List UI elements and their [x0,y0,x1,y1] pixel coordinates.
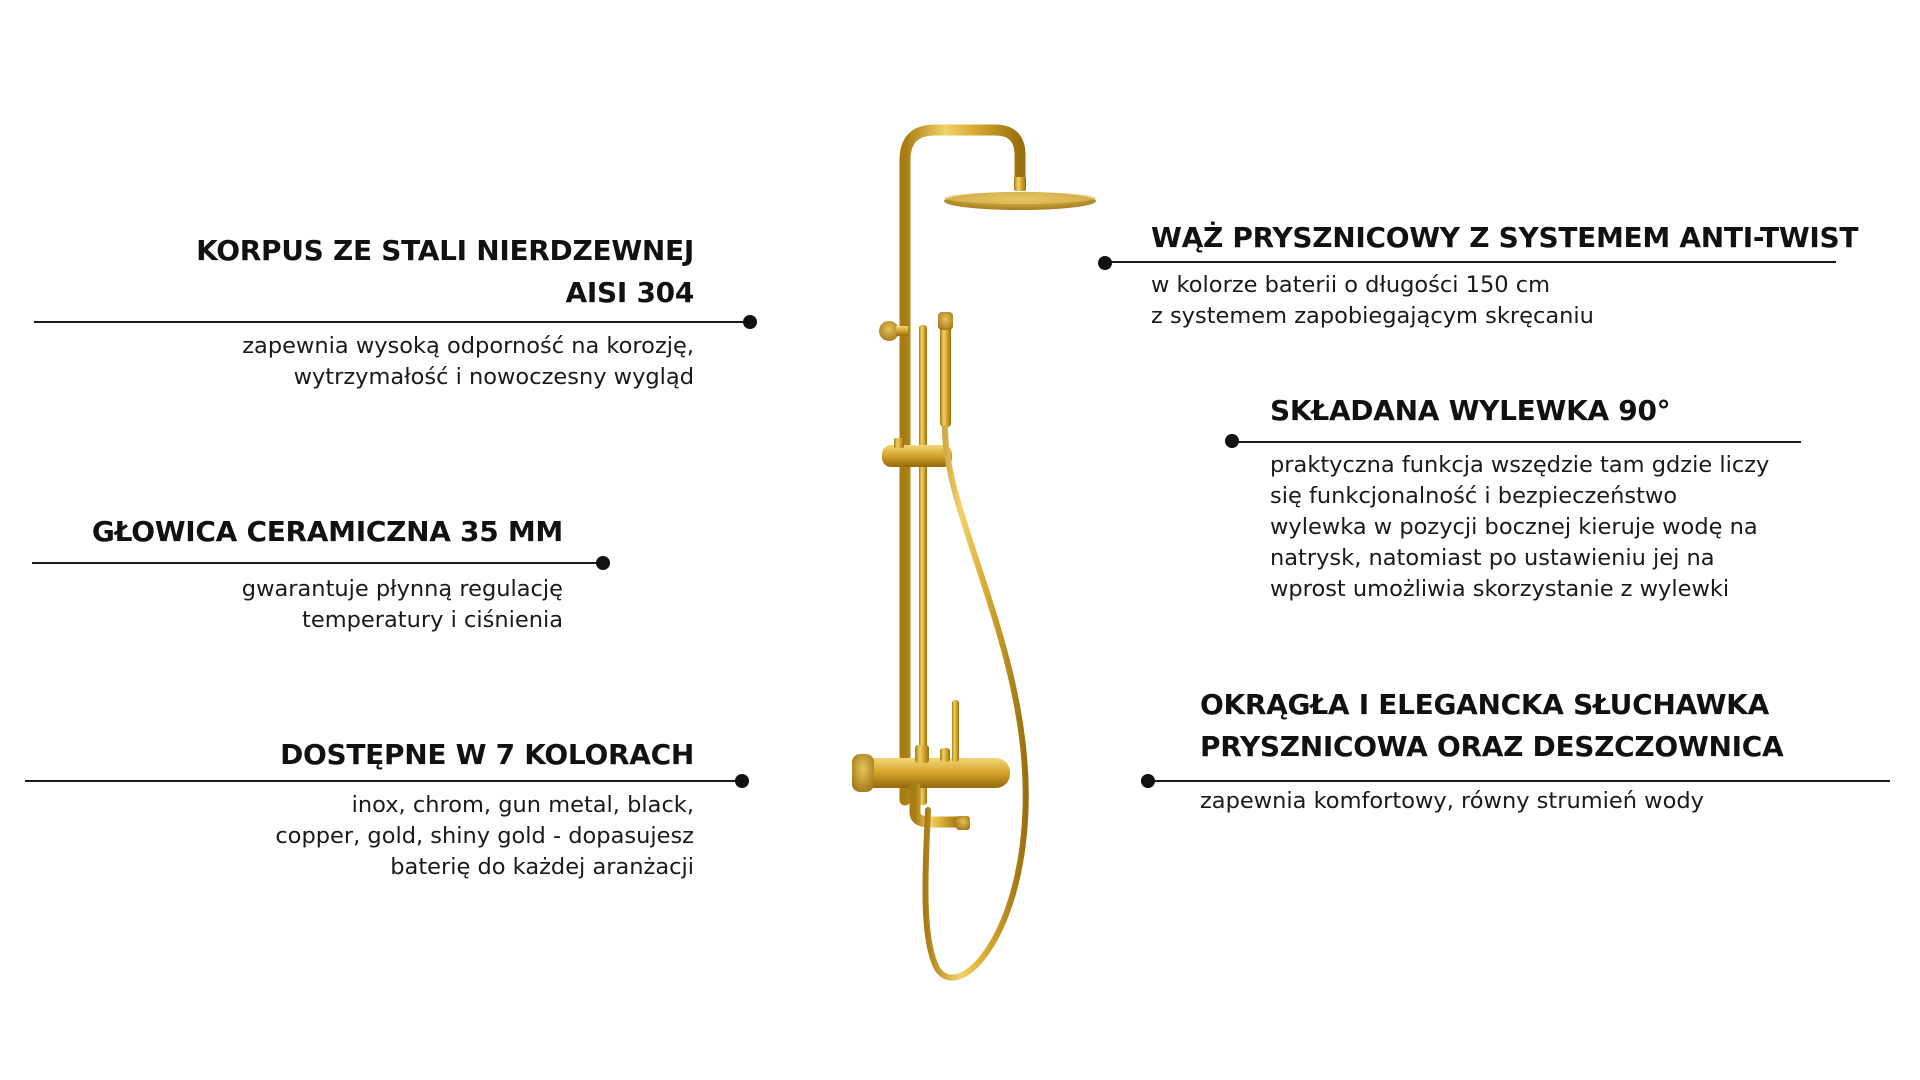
feature-anti-twist-hose [1151,217,1858,259]
feature-title: OKRĄGŁA I ELEGANCKA SŁUCHAWKA PRYSZNICOWA ORAZ DESZCZOWNICA [1200,688,1784,763]
leader-line [1150,780,1890,782]
feature-desc: gwarantuje płynną regulację temperatury i ciśnienia [241,576,563,633]
leader-line [34,321,750,323]
feature-colors [280,734,694,776]
feature-stainless-body [196,230,694,314]
feature-anti-twist-hose-desc-wrap [1151,270,1594,332]
feature-desc: w kolorze baterii o długości 150 cm z systemem zapobiegającym skręcaniu [1151,272,1594,329]
feature-desc: inox, chrom, gun metal, black, copper, gold, shiny gold - dopasujesz baterię do każdej aranżacji [275,792,694,880]
leader-line [25,780,745,782]
leader-dot [735,774,749,788]
feature-stainless-body-desc-wrap [242,331,694,393]
leader-dot [1141,774,1155,788]
feature-folding-spout-desc-wrap [1270,450,1769,605]
feature-title: WĄŻ PRYSZNICOWY Z SYSTEMEM ANTI-TWIST [1151,221,1859,254]
feature-colors-desc-wrap [275,790,694,883]
leader-line [1108,261,1836,263]
leader-line [32,562,604,564]
feature-round-handshower [1200,684,1783,768]
feature-round-handshower-desc-wrap [1200,786,1704,817]
feature-desc: zapewnia komfortowy, równy strumień wody [1200,788,1704,814]
feature-ceramic-cartridge-desc-wrap [242,574,563,636]
leader-dot [1225,434,1239,448]
feature-title: KORPUS ZE STALI NIERDZEWNEJ AISI 304 [196,234,694,309]
feature-title: SKŁADANA WYLEWKA 90° [1270,394,1671,427]
gold-shower-set-icon [820,100,1120,1000]
feature-desc: praktyczna funkcja wszędzie tam gdzie liczy się funkcjonalność i bezpieczeństwo wylewka w pozycji bocznej kieruje wodę na natrysk, natomiast po ustawieniu jej na wprost umożliwia skorzystanie z wylewki [1270,452,1770,602]
feature-folding-spout [1270,390,1670,432]
feature-title: DOSTĘPNE W 7 KOLORACH [280,738,694,771]
feature-title: GŁOWICA CERAMICZNA 35 MM [91,515,563,548]
leader-dot [743,315,757,329]
feature-ceramic-cartridge [92,511,563,553]
leader-line [1236,441,1801,443]
leader-dot [596,556,610,570]
feature-desc: zapewnia wysoką odporność na korozję, wytrzymałość i nowoczesny wygląd [242,333,694,390]
